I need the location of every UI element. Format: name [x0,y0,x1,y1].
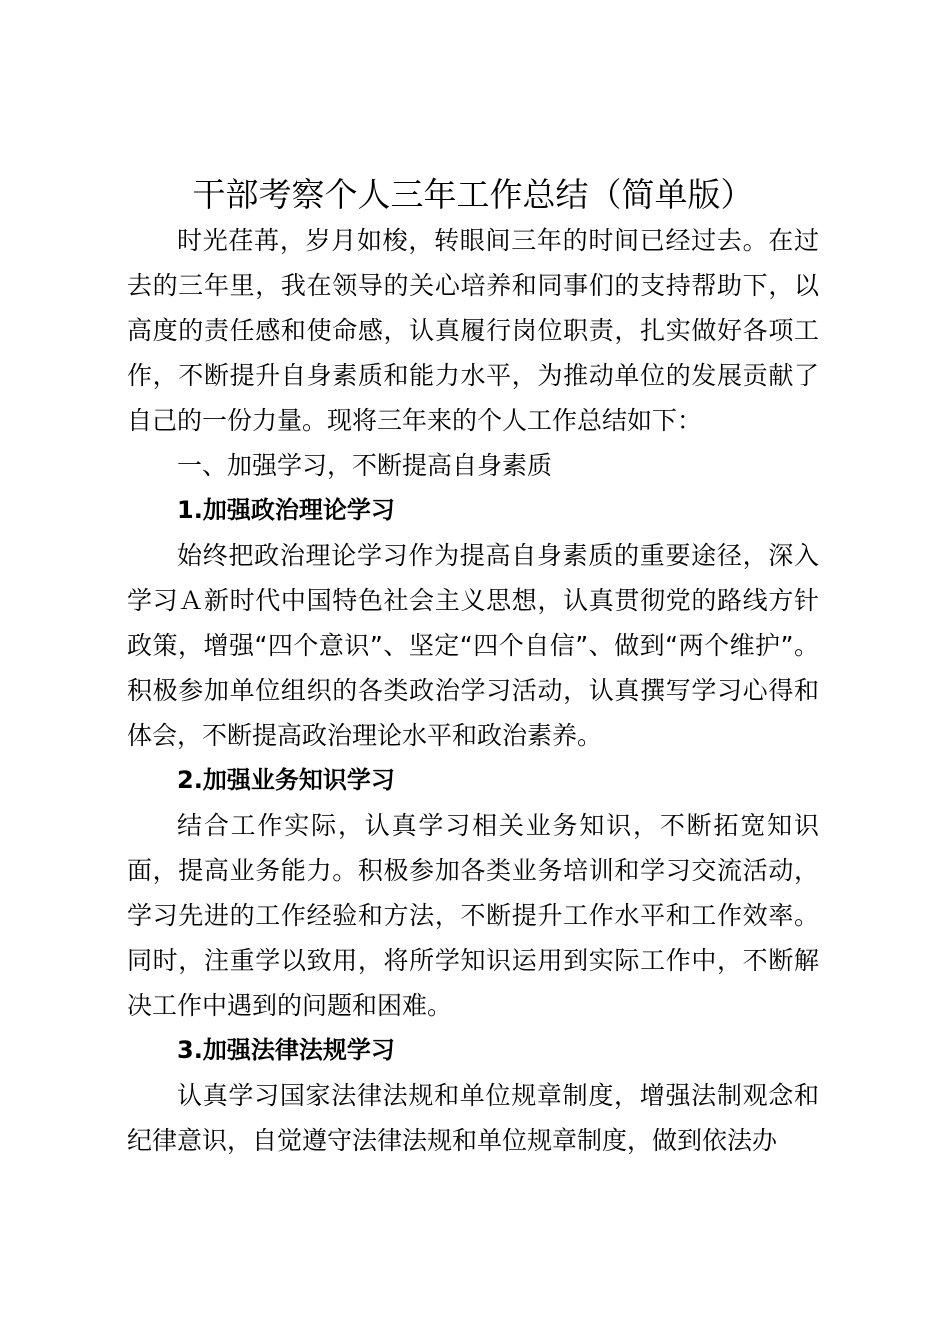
document-title: 干部考察个人三年工作总结（简单版） [192,175,754,214]
intro-paragraph: 时光荏苒，岁月如梭，转眼间三年的时间已经过去。在过去的三年里，我在领导的关心培养和同事们的支持帮助下，以高度的责任感和使命感，认真履行岗位职责，扎实做好各项工作，不断提升自身素质和能力水平，为推动单位的发展贡献了自己的一份力量。现将三年来的个人工作总结如下： [127,226,819,435]
section-heading-1: 一、加强学习，不断提高自身素质 [177,451,553,480]
paragraph-political-theory: 始终把政治理论学习作为提高自身素质的重要途径，深入学习Ａ新时代中国特色社会主义思想，认真贯彻党的路线方针政策，增强“四个意识”、坚定“四个自信”、做到“两个维护”。积极参加单位组织的各类政治学习活动，认真撰写学习心得和体会，不断提高政治理论水平和政治素养。 [127,541,819,750]
subheading-business-knowledge: 2.加强业务知识学习 [177,766,395,794]
subheading-political-theory: 1.加强政治理论学习 [177,496,395,524]
paragraph-business-knowledge: 结合工作实际，认真学习相关业务知识，不断拓宽知识面，提高业务能力。积极参加各类业务培训和学习交流活动，学习先进的工作经验和方法，不断提升工作水平和工作效率。同时，注重学以致用，将所学知识运用到实际工作中，不断解决工作中遇到的问题和困难。 [127,811,819,1020]
subheading-laws-regulations: 3.加强法律法规学习 [177,1036,395,1064]
paragraph-laws-regulations: 认真学习国家法律法规和单位规章制度，增强法制观念和纪律意识，自觉遵守法律法规和单位规章制度，做到依法办 [127,1081,819,1155]
document-body [127,172,819,1163]
